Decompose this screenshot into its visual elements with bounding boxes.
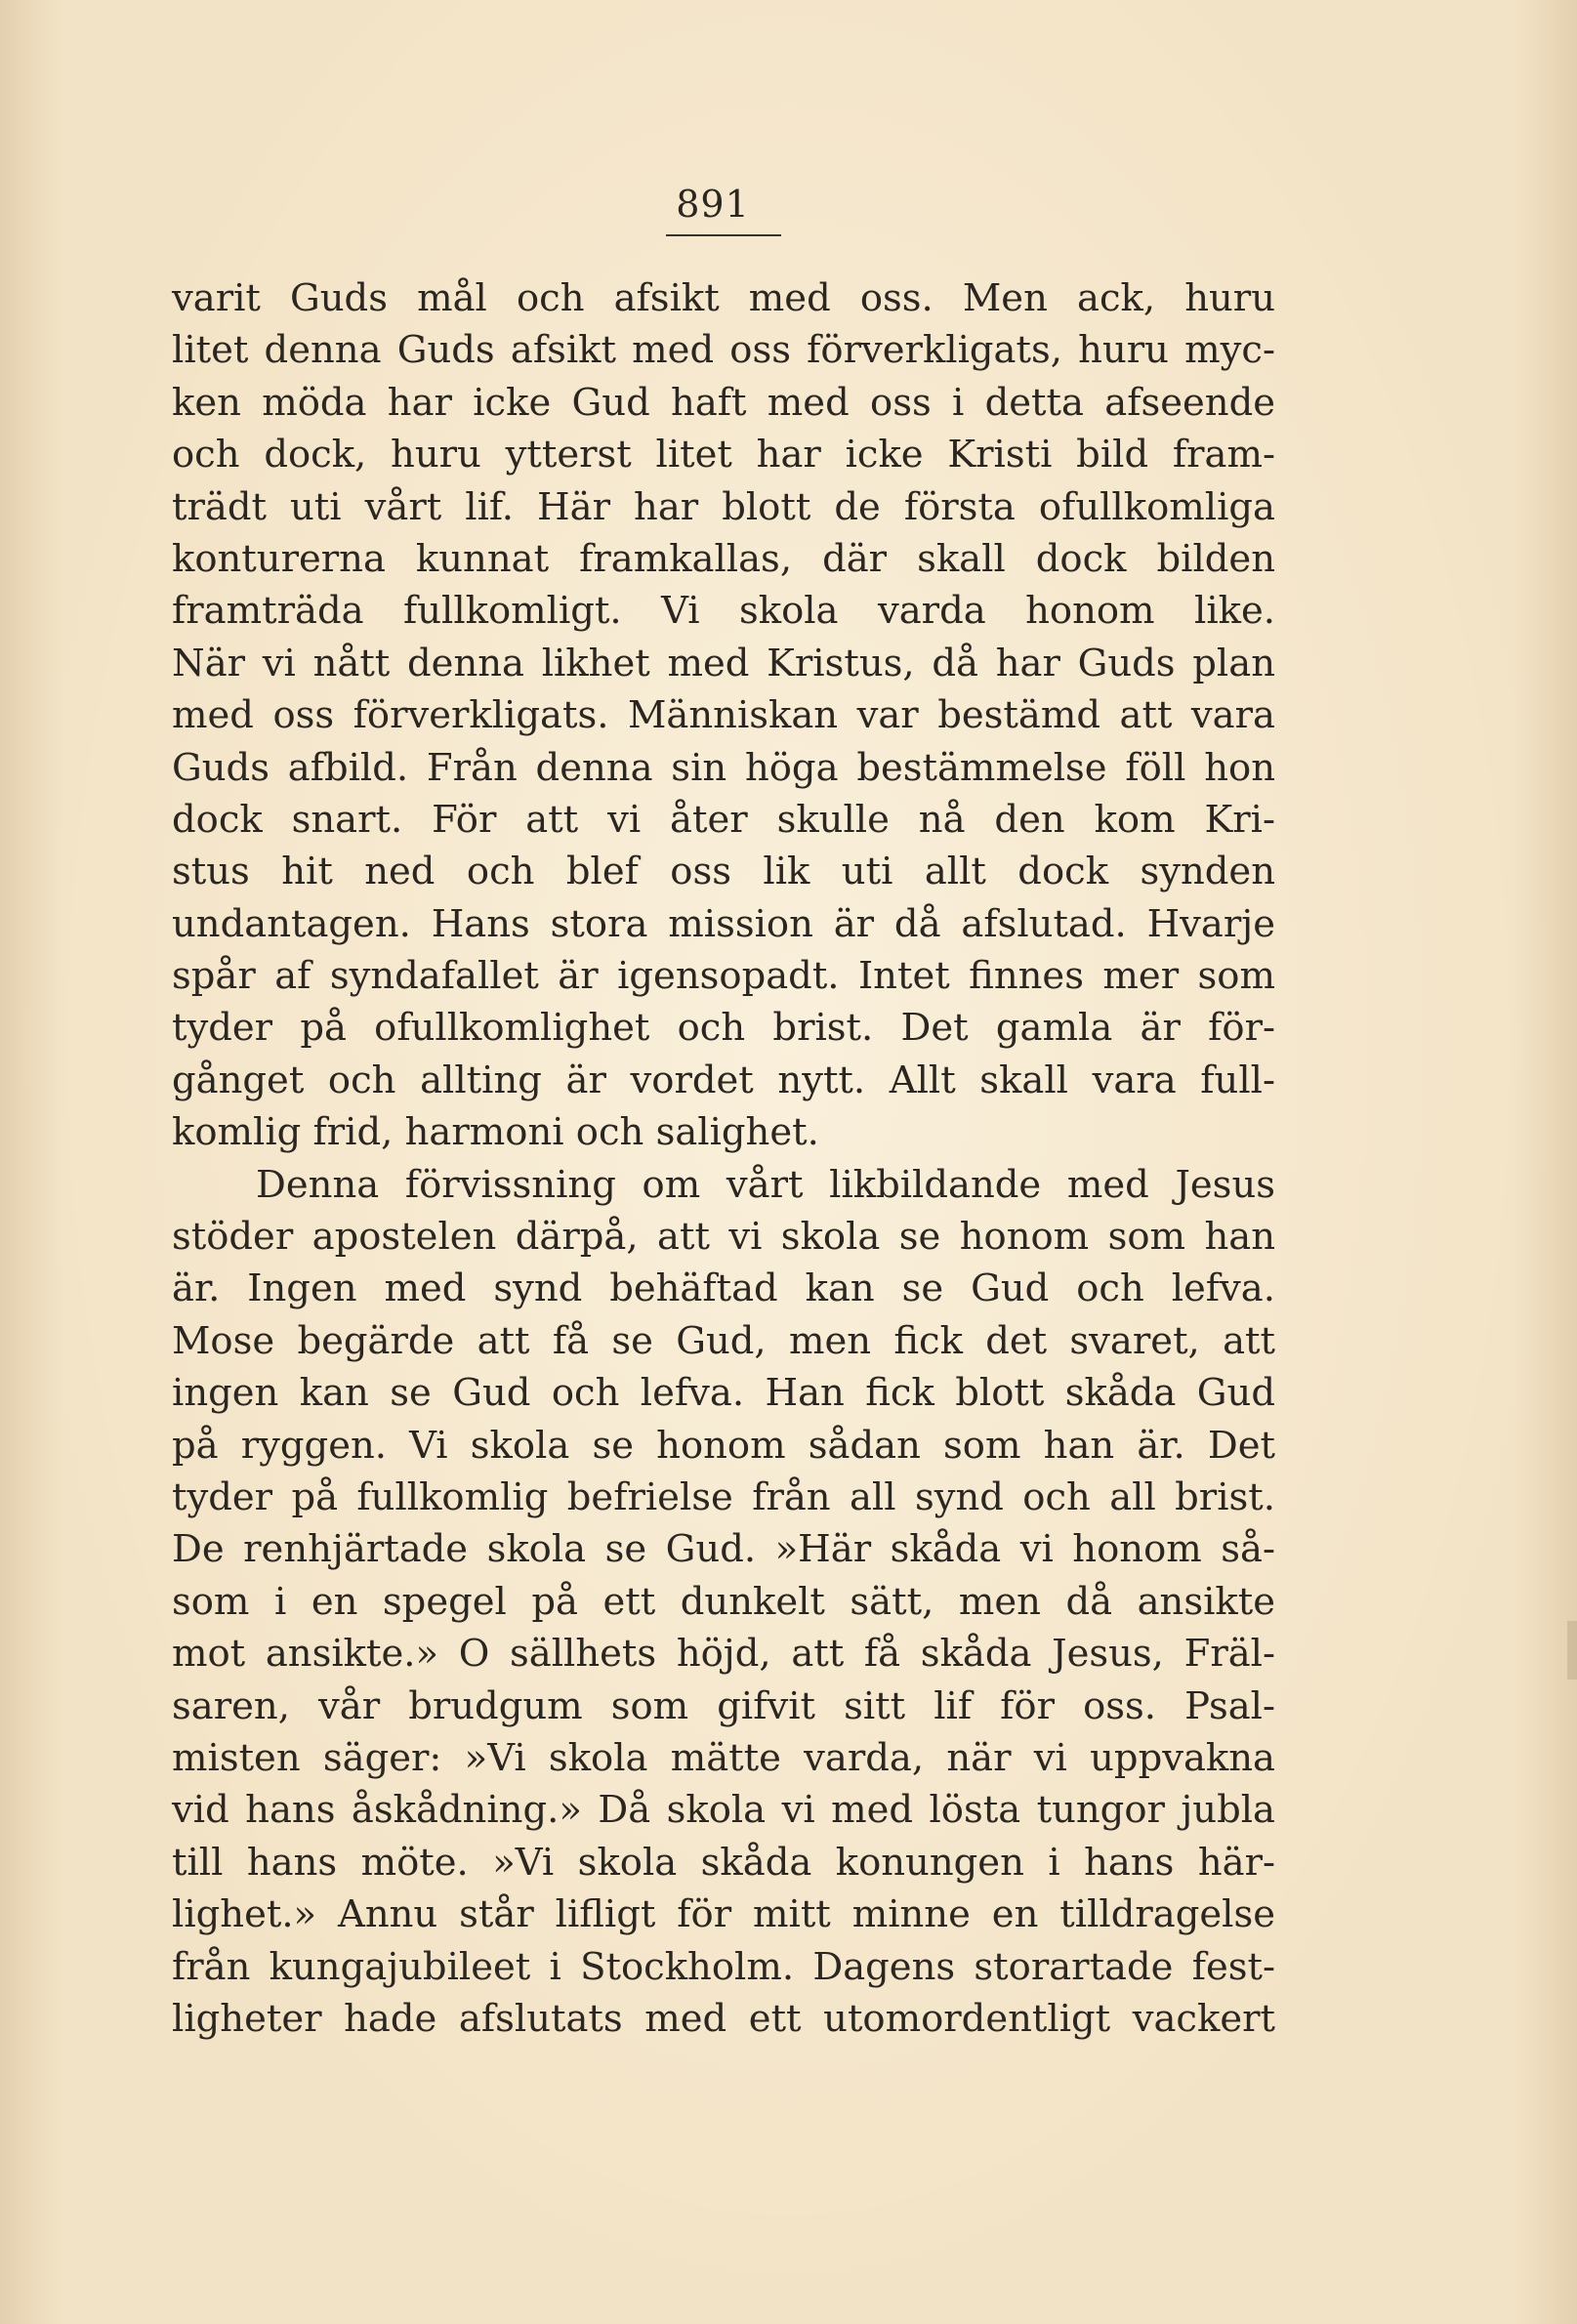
text-line: stus hit ned och blef oss lik uti allt dock synden [172, 850, 1275, 894]
text-line: varit Guds mål och afsikt med oss. Men ack, huru [172, 276, 1275, 320]
text-line: litet denna Guds afsikt med oss förverkligats, huru myc- [172, 328, 1275, 373]
text-line: mot ansikte.» O sällhets höjd, att få skåda Jesus, Fräl- [172, 1632, 1275, 1677]
text-line: konturerna kunnat framkallas, där skall dock bilden [172, 536, 1275, 581]
text-line: stöder apostelen därpå, att vi skola se honom som han [172, 1215, 1275, 1260]
page-number-underline [666, 234, 781, 236]
text-line: tyder på ofullkomlighet och brist. Det gamla är för- [172, 1006, 1275, 1051]
text-line: till hans möte. »Vi skola skåda konungen i hans här- [172, 1840, 1275, 1885]
text-line: på ryggen. Vi skola se honom sådan som han är. Det [172, 1423, 1275, 1468]
text-line: ingen kan se Gud och lefva. Han fick blott skåda Gud [172, 1371, 1275, 1416]
text-line: trädt uti vårt lif. Här har blott de första ofullkomliga [172, 484, 1275, 529]
text-line: tyder på fullkomlig befrielse från all synd och all brist. [172, 1474, 1275, 1519]
page-number: 891 [676, 183, 750, 226]
text-line: Guds afbild. Från denna sin höga bestämmelse föll hon [172, 745, 1275, 790]
text-line: dock snart. För att vi åter skulle nå den kom Kri- [172, 797, 1275, 842]
body-text [172, 272, 1275, 2045]
text-line: spår af syndafallet är igensopadt. Intet finnes mer som [172, 954, 1275, 999]
text-line: och dock, huru ytterst litet har icke Kristi bild fram- [172, 433, 1275, 477]
paper-edge-mark [1567, 1621, 1577, 1680]
text-line: De renhjärtade skola se Gud. »Här skåda vi honom så- [172, 1527, 1275, 1572]
text-line: misten säger: »Vi skola mätte varda, när vi uppvakna [172, 1735, 1275, 1780]
text-line: vid hans åskådning.» Då skola vi med lösta tungor jubla [172, 1788, 1275, 1833]
text-line: undantagen. Hans stora mission är då afslutad. Hvarje [172, 901, 1275, 946]
paragraph-start-line: Denna förvissning om vårt likbildande med Jesus [256, 1162, 1275, 1207]
text-line: När vi nått denna likhet med Kristus, då har Guds plan [172, 641, 1275, 685]
text-line: gånget och allting är vordet nytt. Allt skall vara full- [172, 1058, 1275, 1102]
text-line: är. Ingen med synd behäftad kan se Gud och lefva. [172, 1266, 1275, 1311]
text-line: saren, vår brudgum som gifvit sitt lif för oss. Psal- [172, 1683, 1275, 1728]
text-line: framträda fullkomligt. Vi skola varda honom like. [172, 589, 1275, 634]
text-line: Mose begärde att få se Gud, men fick det svaret, att [172, 1318, 1275, 1363]
text-line: ligheter hade afslutats med ett utomordentligt vackert [172, 1996, 1275, 2041]
text-line: med oss förverkligats. Människan var bestämd att vara [172, 693, 1275, 738]
text-line: ken möda har icke Gud haft med oss i detta afseende [172, 380, 1275, 425]
text-line: från kungajubileet i Stockholm. Dagens storartade fest- [172, 1944, 1275, 1989]
paragraph-end-line: komlig frid, harmoni och salighet. [172, 1110, 819, 1155]
text-line: som i en spegel på ett dunkelt sätt, men då ansikte [172, 1579, 1275, 1624]
text-line: lighet.» Annu står lifligt för mitt minne en tilldragelse [172, 1892, 1275, 1937]
